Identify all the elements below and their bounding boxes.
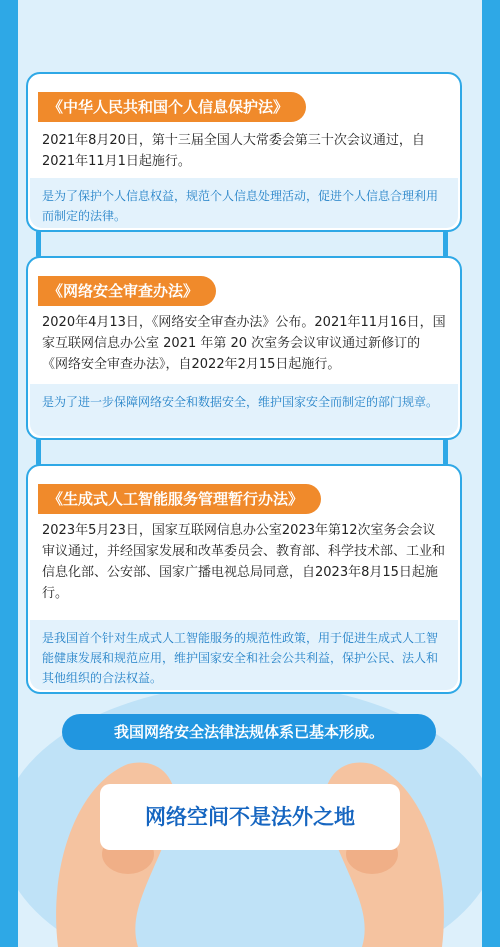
law-purpose: 是我国首个针对生成式人工智能服务的规范性政策，用于促进生成式人工智能健康发展和规范应用，维护国家安全和社会公共利益，保护公民、法人和其他组织的合法权益。 (30, 620, 458, 690)
law-title-tag: 《网络安全审查办法》 (38, 276, 216, 306)
law-description: 2020年4月13日，《网络安全审查办法》公布。2021年11月16日，国家互联网信息办公室 2021 年第 20 次室务会议审议通过新修订的《网络安全审查办法》，自2022年2月15日起施行。 (42, 315, 446, 372)
law-purpose: 是为了保护个人信息权益，规范个人信息处理活动，促进个人信息合理利用而制定的法律。 (30, 178, 458, 228)
law-description: 2023年5月23日，国家互联网信息办公室2023年第12次室务会会议审议通过，并经国家发展和改革委员会、教育部、科学技术部、工业和信息化部、公安部、国家广播电视总局同意，自2023年8月15日起施行。 (42, 523, 446, 601)
law-title-tag: 《生成式人工智能服务管理暂行办法》 (38, 484, 321, 514)
law-title-tag: 《中华人民共和国个人信息保护法》 (38, 92, 306, 122)
law-card-pipl (26, 72, 462, 232)
timeline-connector (443, 438, 448, 466)
law-description: 2021年8月20日，第十三届全国人大常委会第三十次会议通过，自2021年11月1日起施行。 (42, 133, 425, 169)
timeline-connector (443, 230, 448, 258)
summary-banner: 我国网络安全法律法规体系已基本形成。 (62, 714, 436, 750)
slogan-sign: 网络空间不是法外之地 (100, 784, 400, 850)
timeline-connector (36, 230, 41, 258)
law-card-generative-ai (26, 464, 462, 694)
timeline-connector (36, 438, 41, 466)
law-card-cybersecurity-review (26, 256, 462, 440)
law-purpose: 是为了进一步保障网络安全和数据安全，维护国家安全而制定的部门规章。 (30, 384, 458, 436)
